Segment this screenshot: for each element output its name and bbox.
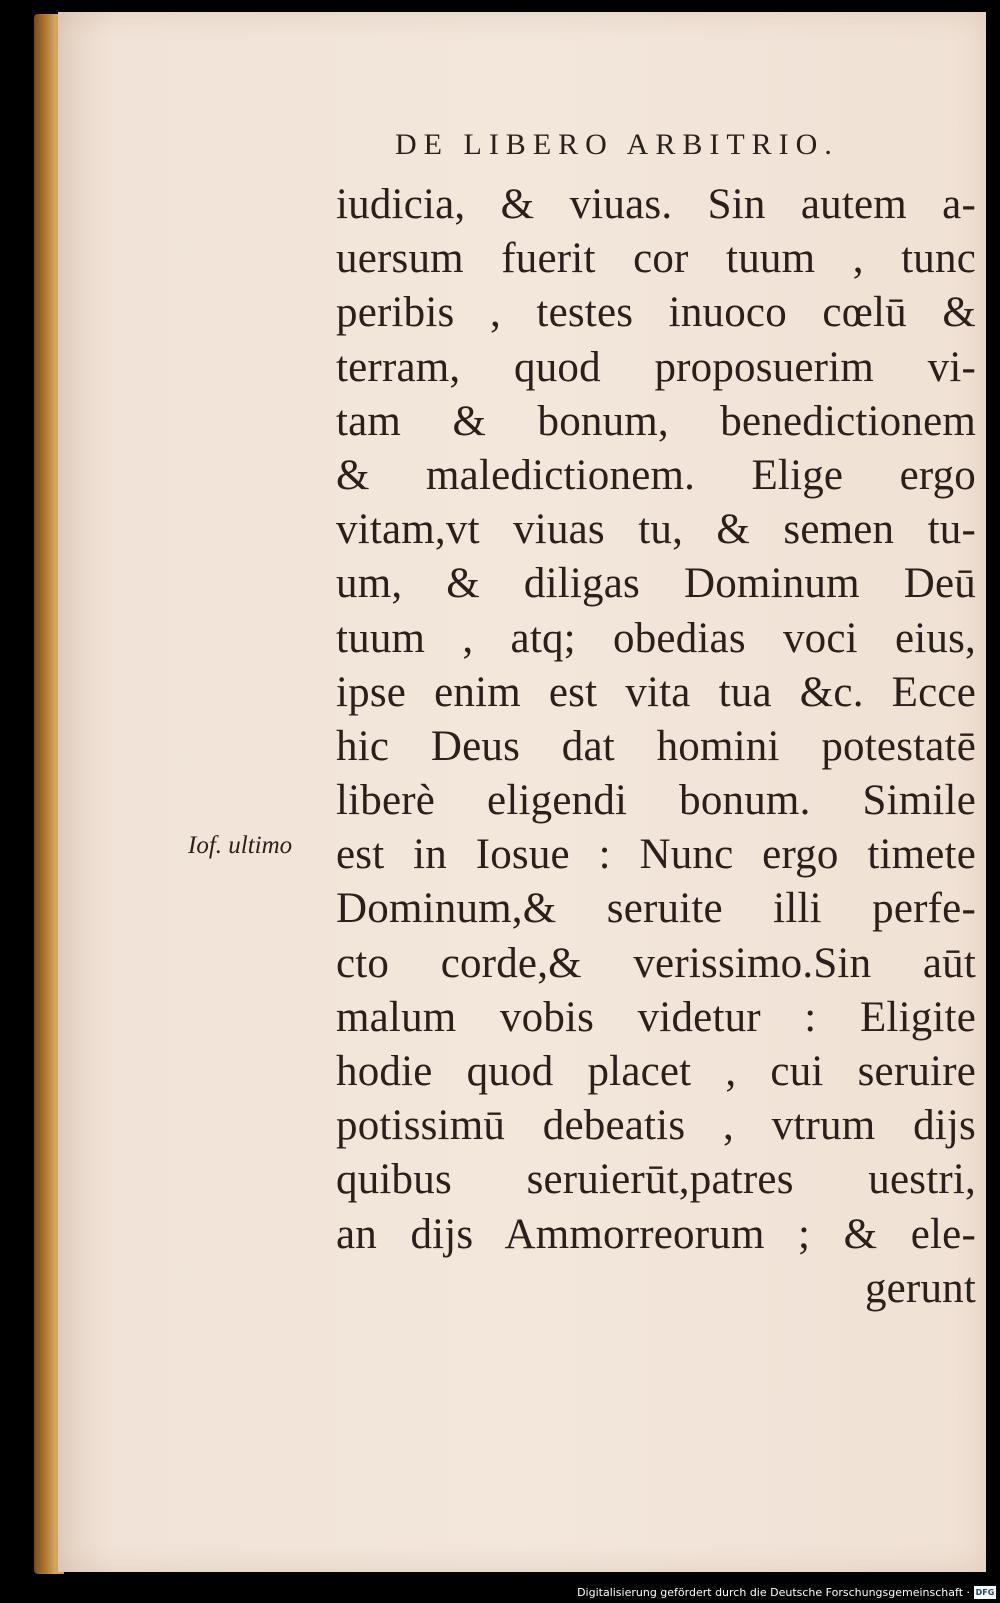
text-line: tam & bonum, benedictionem — [336, 397, 976, 445]
text-line: & maledictionem. Elige ergo — [336, 451, 976, 499]
text-line: vitam,vt viuas tu, & semen tu- — [336, 506, 976, 554]
text-line: tuum , atq; obedias voci eius, — [336, 614, 976, 662]
text-block — [336, 178, 976, 1316]
marginal-note: Iof. ultimo — [188, 832, 293, 859]
text-line: terram, quod proposuerim vi- — [336, 343, 976, 391]
text-line: iudicia, & viuas. Sin autem a- — [336, 181, 976, 228]
text-line: Dominum,& seruite illi perfe- — [336, 885, 976, 933]
text-line: cto corde,& verissimo.Sin aūt — [336, 939, 976, 987]
text-line: um, & diligas Dominum Deū — [336, 560, 976, 608]
running-head: DE LIBERO ARBITRIO. — [395, 128, 839, 161]
text-line: quibus seruierūt,patres uestri, — [336, 1156, 976, 1204]
text-line: peribis , testes inuoco cœlū & — [336, 289, 976, 337]
text-line: potissimū debeatis , vtrum dijs — [336, 1102, 976, 1150]
catchword: gerunt — [864, 1264, 976, 1312]
text-line: liberè eligendi bonum. Simile — [336, 777, 976, 825]
text-line: uersum fuerit cor tuum , tunc — [336, 235, 976, 283]
text-line: hic Deus dat homini potestatē — [336, 722, 976, 770]
text-line: ipse enim est vita tua &c. Ecce — [336, 668, 976, 716]
text-line: est in Iosue : Nunc ergo timete — [336, 831, 976, 879]
text-line: an dijs Ammorreorum ; & ele- — [336, 1210, 976, 1258]
text-line: malum vobis videtur : Eligite — [336, 993, 976, 1041]
dfg-logo-icon: DFG — [975, 1588, 995, 1597]
digitization-credit: Digitalisierung gefördert durch die Deutsche Forschungsgemeinschaft · — [577, 1586, 970, 1599]
text-line: hodie quod placet , cui seruire — [336, 1048, 976, 1095]
